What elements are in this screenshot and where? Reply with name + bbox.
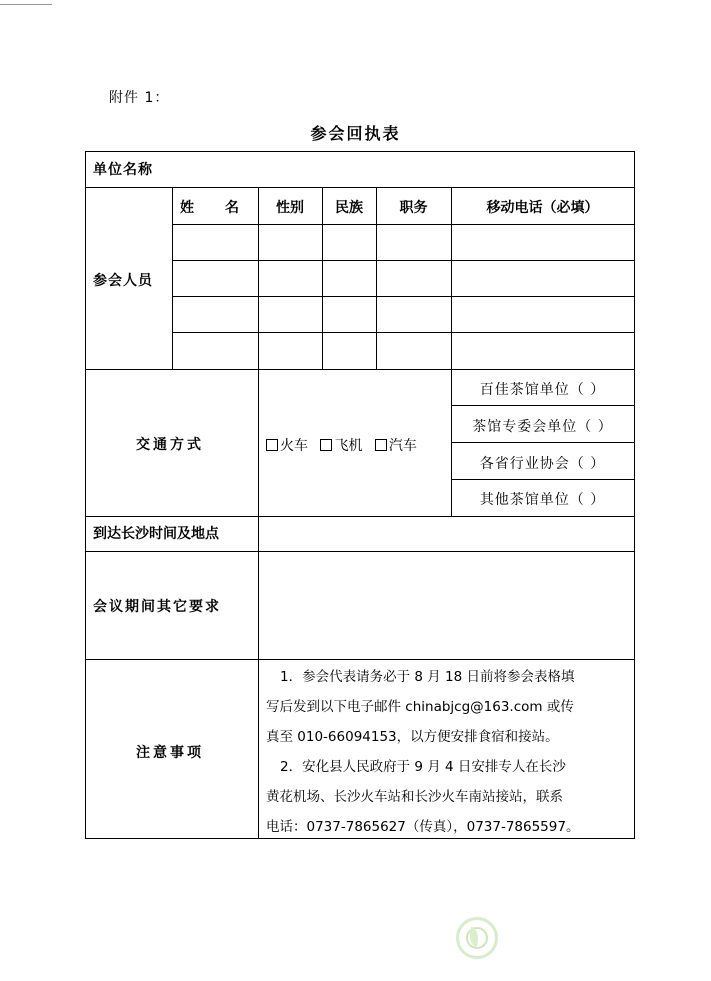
unit-type-3: 各省行业协会（ ） bbox=[479, 456, 606, 472]
transport-options bbox=[266, 436, 417, 456]
table-line bbox=[451, 442, 635, 443]
table-line bbox=[172, 332, 635, 333]
transport-train-option[interactable] bbox=[266, 438, 308, 454]
table-line bbox=[258, 516, 259, 839]
table-line bbox=[85, 516, 635, 517]
note-line: 写后发到以下电子邮件 chinabjcg@163.com 或传 bbox=[266, 699, 574, 715]
note-line: 电话：0737-7865627（传真），0737-7865597。 bbox=[266, 819, 580, 835]
note-line: 黄花机场、长沙火车站和长沙火车南站接站，联系 bbox=[266, 789, 563, 805]
table-border-top bbox=[85, 151, 635, 152]
note-line: 2．安化县人民政府于 9 月 4 日安排专人在长沙 bbox=[280, 759, 566, 775]
leaf-logo-icon bbox=[456, 917, 498, 959]
table-border-right bbox=[634, 151, 635, 839]
corner-mark bbox=[0, 0, 52, 5]
bus-label: 汽车 bbox=[388, 438, 417, 454]
col-ethnicity: 民族 bbox=[335, 200, 363, 216]
train-checkbox[interactable] bbox=[266, 439, 278, 451]
note-line: 1．参会代表请务必于 8 月 18 日前将参会表格填 bbox=[280, 669, 575, 685]
label-transport: 交通方式 bbox=[136, 437, 204, 453]
label-attendees: 参会人员 bbox=[93, 273, 153, 289]
table-line bbox=[258, 369, 259, 516]
table-line bbox=[172, 224, 635, 225]
label-unit-name: 单位名称 bbox=[93, 162, 153, 178]
label-arrival: 到达长沙时间及地点 bbox=[93, 526, 219, 542]
table-line bbox=[451, 479, 635, 480]
unit-type-2: 茶馆专委会单位（ ） bbox=[472, 419, 613, 435]
table-line bbox=[451, 405, 635, 406]
col-gender: 性别 bbox=[276, 200, 304, 216]
form-title: 参会回执表 bbox=[310, 124, 401, 143]
table-line bbox=[172, 296, 635, 297]
bus-checkbox[interactable] bbox=[375, 439, 387, 451]
table-line bbox=[172, 260, 635, 261]
label-notes: 注意事项 bbox=[136, 745, 204, 761]
note-line: 真至 010-66094153，以方便安排食宿和接站。 bbox=[266, 729, 559, 745]
transport-plane-option[interactable] bbox=[320, 438, 362, 454]
col-position: 职务 bbox=[399, 200, 428, 216]
train-label: 火车 bbox=[280, 438, 308, 454]
col-mobile: 移动电话（必填） bbox=[486, 200, 599, 216]
attachment-label: 附件 1： bbox=[109, 90, 170, 106]
transport-bus-option[interactable] bbox=[375, 438, 417, 454]
table-line bbox=[85, 551, 635, 552]
label-requirements: 会议期间其它要求 bbox=[93, 599, 221, 615]
table-line bbox=[172, 187, 173, 369]
plane-checkbox[interactable] bbox=[320, 439, 332, 451]
table-border-left bbox=[85, 151, 86, 839]
table-line bbox=[85, 187, 635, 188]
col-name: 姓 名 bbox=[180, 200, 240, 216]
unit-type-4: 其他茶馆单位（ ） bbox=[479, 492, 606, 508]
unit-type-1: 百佳茶馆单位（ ） bbox=[479, 382, 606, 398]
plane-label: 飞机 bbox=[334, 438, 363, 454]
table-line bbox=[85, 659, 635, 660]
table-line bbox=[85, 369, 635, 370]
